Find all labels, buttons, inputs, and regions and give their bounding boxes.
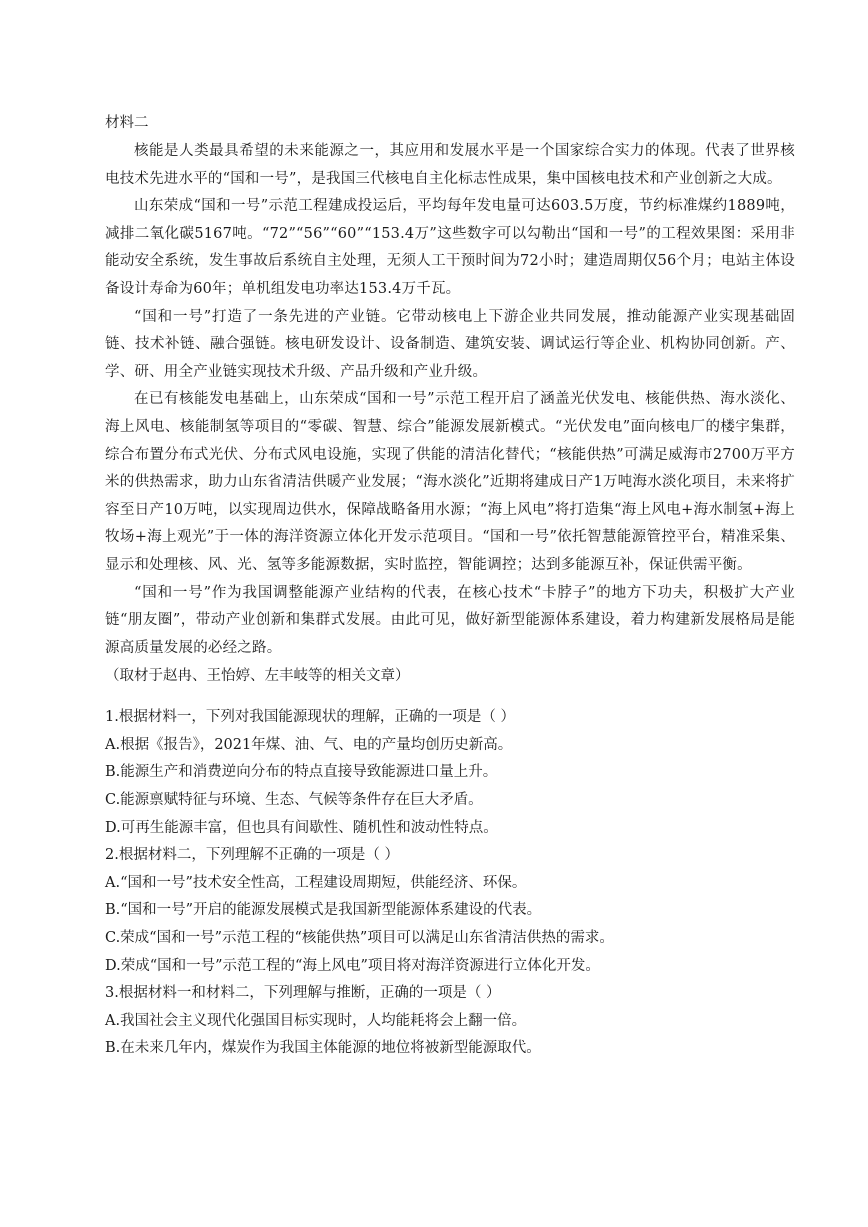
material-paragraph: “国和一号”打造了一条先进的产业链。它带动核电上下游企业共同发展，推动能源产业实现基础固链、技术补链、融合强链。核电研发设计、设备制造、建筑安装、调试运行等企业、机构协同创新。产、学、研、用全产业链实现技术升级、产品升级和产业升级。 — [105, 308, 795, 380]
question-item — [105, 842, 795, 980]
question-option: C.荣成“国和一号”示范工程的“核能供热”项目可以满足山东省清洁供热的需求。 — [105, 930, 614, 947]
material-heading: 材料二 — [105, 115, 149, 131]
question-option: A.“国和一号”技术安全性高，工程建设周期短，供能经济、环保。 — [105, 874, 527, 891]
source-citation: （取材于赵冉、王怡婷、左丰岐等的相关文章） — [105, 668, 410, 685]
material-body — [105, 138, 795, 662]
question-option: C.能源禀赋特征与环境、生态、气候等条件存在巨大矛盾。 — [105, 792, 483, 809]
question-stem: 2.根据材料二，下列理解不正确的一项是（ ） — [105, 847, 399, 864]
question-option: B.“国和一号”开启的能源发展模式是我国新型能源体系建设的代表。 — [105, 902, 542, 919]
question-list — [105, 704, 795, 1063]
question-item — [105, 704, 795, 842]
question-stem: 1.根据材料一，下列对我国能源现状的理解，正确的一项是（ ） — [105, 709, 515, 726]
question-option: A.根据《报告》，2021年煤、油、气、电的产量均创历史新高。 — [105, 736, 513, 753]
question-option: D.可再生能源丰富，但也具有间歇性、随机性和波动性特点。 — [105, 819, 498, 836]
question-item — [105, 980, 795, 1063]
material-paragraph: “国和一号”作为我国调整能源产业结构的代表，在核心技术“卡脖子”的地方下功夫，积极扩大产业链“朋友圈”，带动产业创新和集群式发展。由此可见，做好新型能源体系建设，着力构建新发展格局是能源高质量发展的必经之路。 — [105, 584, 795, 656]
question-option: B.在未来几年内，煤炭作为我国主体能源的地位将被新型能源取代。 — [105, 1040, 541, 1057]
document-page — [105, 108, 795, 1063]
question-option: A.我国社会主义现代化强国目标实现时，人均能耗将会上翻一倍。 — [105, 1012, 527, 1029]
question-option: B.能源生产和消费逆向分布的特点直接导致能源进口量上升。 — [105, 764, 498, 781]
material-paragraph: 山东荣成“国和一号”示范工程建成投运后，平均每年发电量可达603.5万度，节约标准煤约1889吨，减排二氧化碳5167吨。“72”“56”“60”“153.4万”这些数字可以勾勒出“国和一号”的工程效果图：采用非能动安全系统，发生事故后系统自主处理，无须人工干预时间为72小时；建造周期仅56个月；电站主体设备设计寿命为60年；单机组发电功率达153.4万千瓦。 — [105, 198, 795, 297]
question-option: D.荣成“国和一号”示范工程的“海上风电”项目将对海洋资源进行立体化开发。 — [105, 957, 600, 974]
material-paragraph: 核能是人类最具希望的未来能源之一，其应用和发展水平是一个国家综合实力的体现。代表了世界核电技术先进水平的“国和一号”，是我国三代核电自主化标志性成果，集中国核电技术和产业创新之大成。 — [105, 143, 795, 187]
material-paragraph: 在已有核能发电基础上，山东荣成“国和一号”示范工程开启了涵盖光伏发电、核能供热、海水淡化、海上风电、核能制氢等项目的“零碳、智慧、综合”能源发展新模式。“光伏发电”面向核电厂的楼宇集群，综合布置分布式光伏、分布式风电设施，实现了供能的清洁化替代；“核能供热”可满足威海市2700万平方米的供热需求，助力山东省清洁供暖产业发展；“海水淡化”近期将建成日产1万吨海水淡化项目，未来将扩容至日产10万吨，以实现周边供水，保障战略备用水源；“海上风电”将打造集“海上风电+海水制氢+海上牧场+海上观光”于一体的海洋资源立体化开发示范项目。“国和一号”依托智慧能源管控平台，精准采集、显示和处理核、风、光、氢等多能源数据，实时监控，智能调控；达到多能源互补，保证供需平衡。 — [105, 391, 795, 573]
question-stem: 3.根据材料一和材料二，下列理解与推断，正确的一项是（ ） — [105, 985, 501, 1002]
